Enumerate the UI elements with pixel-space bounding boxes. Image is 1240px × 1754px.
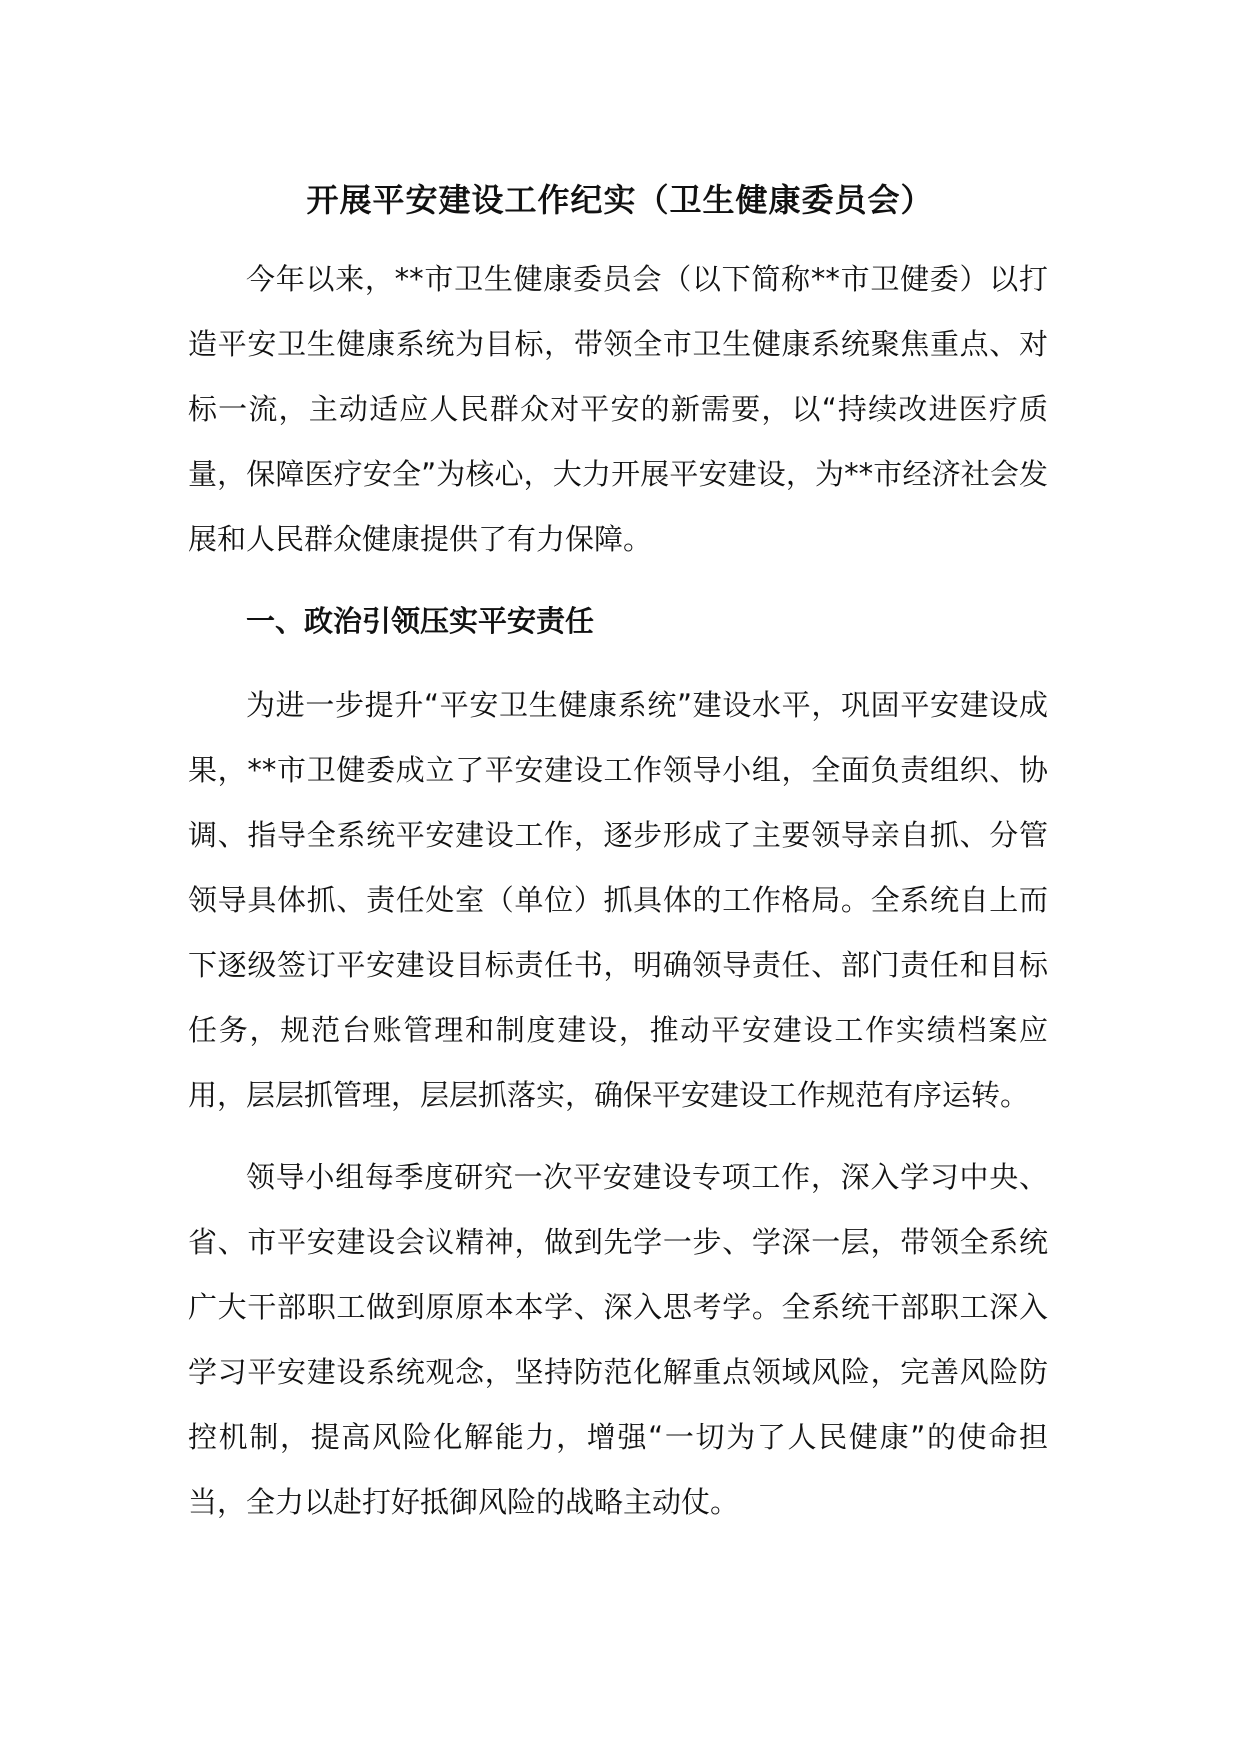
document-title: 开展平安建设工作纪实（卫生健康委员会） bbox=[306, 181, 934, 219]
section-heading-1: 一、政治引领压实平安责任 bbox=[246, 604, 595, 638]
intro-paragraph: 今年以来，**市卫生健康委员会（以下简称**市卫健委）以打造平安卫生健康系统为目标，带领全市卫生健康系统聚焦重点、对标一流，主动适应人民群众对平安的新需要，以“持续改进医疗质量，保障医疗安全”为核心，大力开展平安建设，为**市经济社会发展和人民群众健康提供了有力保障。 bbox=[188, 262, 1048, 556]
section-1-paragraph-2: 领导小组每季度研究一次平安建设专项工作，深入学习中央、省、市平安建设会议精神，做到先学一步、学深一层，带领全系统广大干部职工做到原原本本学、深入思考学。全系统干部职工深入学习平安建设系统观念，坚持防范化解重点领域风险，完善风险防控机制，提高风险化解能力，增强“一切为了人民健康”的使命担当，全力以赴打好抵御风险的战略主动仗。 bbox=[188, 1160, 1048, 1519]
section-1-paragraph-1: 为进一步提升“平安卫生健康系统”建设水平，巩固平安建设成果，**市卫健委成立了平安建设工作领导小组，全面负责组织、协调、指导全系统平安建设工作，逐步形成了主要领导亲自抓、分管领导具体抓、责任处室（单位）抓具体的工作格局。全系统自上而下逐级签订平安建设目标责任书，明确领导责任、部门责任和目标任务，规范台账管理和制度建设，推动平安建设工作实绩档案应用，层层抓管理，层层抓落实，确保平安建设工作规范有序运转。 bbox=[188, 688, 1048, 1112]
